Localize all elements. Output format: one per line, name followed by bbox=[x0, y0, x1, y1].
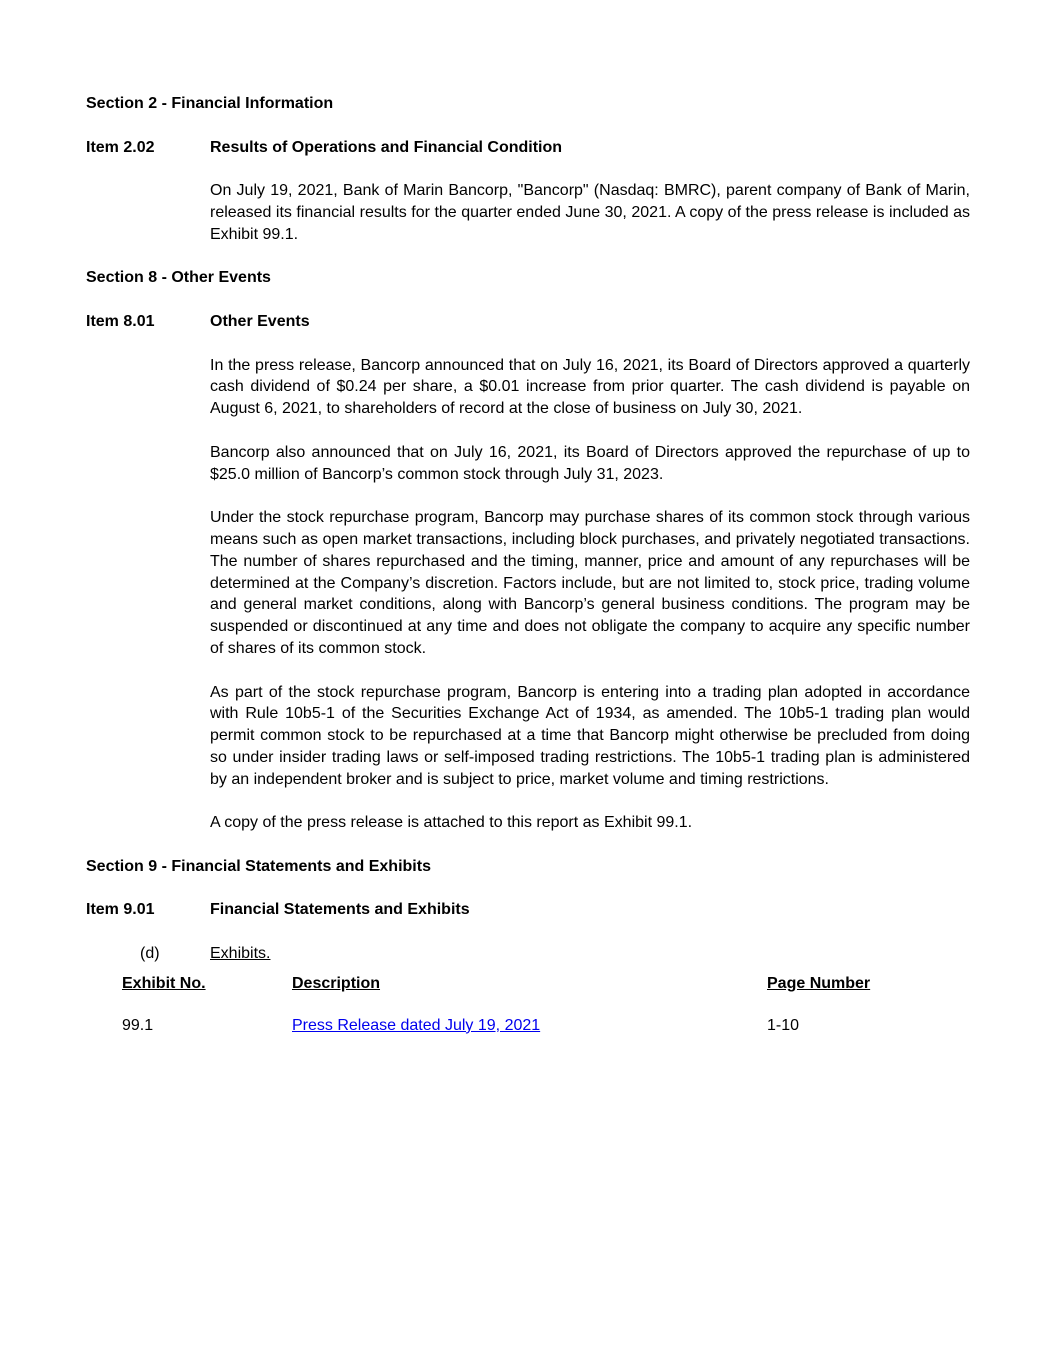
exhibit-no-header bbox=[122, 973, 292, 995]
item-8-01-title: Other Events bbox=[210, 312, 310, 330]
press-release-copy-paragraph: A copy of the press release is attached to this report as Exhibit 99.1. bbox=[210, 814, 693, 832]
description-header-label: Description bbox=[292, 974, 381, 992]
trading-plan-paragraph: As part of the stock repurchase program, Bancorp is entering into a trading plan adopted in accordance with Rule 10b5-1 of the Securities Exchange Act of 1934, as amended. The 10b5-1 trading plan would permit common stock to be repurchased at a time that Bancorp might otherwise be precluded from doing so under insider trading laws or self-imposed trading restrictions. The 10b5-1 trading plan is administered by an independent broker and is subject to price, market volume and timing restrictions. bbox=[210, 683, 970, 788]
item-9-01-number: Item 9.01 bbox=[86, 901, 155, 919]
page-number-cell: 1-10 bbox=[767, 1016, 800, 1034]
repurchase-program-paragraph: Under the stock repurchase program, Bancorp may purchase shares of its common stock through various means such as open market transactions, including block purchases, and privately negotiated transactions. The number of shares repurchased and the timing, manner, price and amount of any repurchases will be determined at the Company’s discretion. Factors include, but are not limited to, stock price, trading volume and general market conditions, along with Bancorp’s general business conditions. The program may be suspended or discontinued at any time and does not obligate the company to acquire any specific number of shares of its common stock. bbox=[210, 509, 970, 657]
section-8-heading: Section 8 - Other Events bbox=[86, 269, 271, 287]
item-2-02-row bbox=[86, 137, 970, 159]
description-header bbox=[292, 973, 767, 995]
item-2-02-title: Results of Operations and Financial Condition bbox=[210, 138, 563, 156]
item-8-01-number: Item 8.01 bbox=[86, 312, 155, 330]
exhibits-list-marker: (d) bbox=[140, 945, 160, 963]
page-number-header bbox=[767, 973, 970, 995]
page-number-header-label: Page Number bbox=[767, 974, 871, 992]
item-9-01-title: Financial Statements and Exhibits bbox=[210, 901, 470, 919]
description-cell bbox=[292, 1015, 767, 1037]
repurchase-announcement-paragraph: Bancorp also announced that on July 16, 2021, its Board of Directors approved the repurchase of up to $25.0 million of Bancorp’s common stock through July 31, 2023. bbox=[210, 443, 970, 483]
exhibits-table-header-row bbox=[122, 973, 970, 995]
exhibit-no-cell: 99.1 bbox=[122, 1016, 154, 1034]
section-2-heading: Section 2 - Financial Information bbox=[86, 95, 334, 112]
exhibits-table bbox=[122, 973, 970, 1037]
press-release-link[interactable]: Press Release dated July 19, 2021 bbox=[292, 1016, 541, 1034]
exhibits-list-row bbox=[140, 943, 970, 965]
table-row bbox=[122, 1015, 970, 1037]
dividend-paragraph: In the press release, Bancorp announced that on July 16, 2021, its Board of Directors approved a quarterly cash dividend of $0.24 per share, a $0.01 increase from prior quarter. The cash dividend is payable on August 6, 2021, to shareholders of record at the close of business on July 30, 2021. bbox=[210, 356, 970, 418]
item-8-01-row bbox=[86, 311, 970, 333]
item-9-01-row bbox=[86, 899, 970, 921]
item-2-02-number: Item 2.02 bbox=[86, 138, 155, 156]
section-9-heading: Section 9 - Financial Statements and Exhibits bbox=[86, 857, 431, 875]
exhibit-no-header-label: Exhibit No. bbox=[122, 974, 206, 992]
exhibits-list-label: Exhibits. bbox=[210, 945, 271, 963]
item-2-02-paragraph: On July 19, 2021, Bank of Marin Bancorp, "Bancorp" (Nasdaq: BMRC), parent company of Bank of Marin, released its financial results for the quarter ended June 30, 2021. A copy of the press release is included as Exhibit 99.1. bbox=[210, 182, 970, 243]
